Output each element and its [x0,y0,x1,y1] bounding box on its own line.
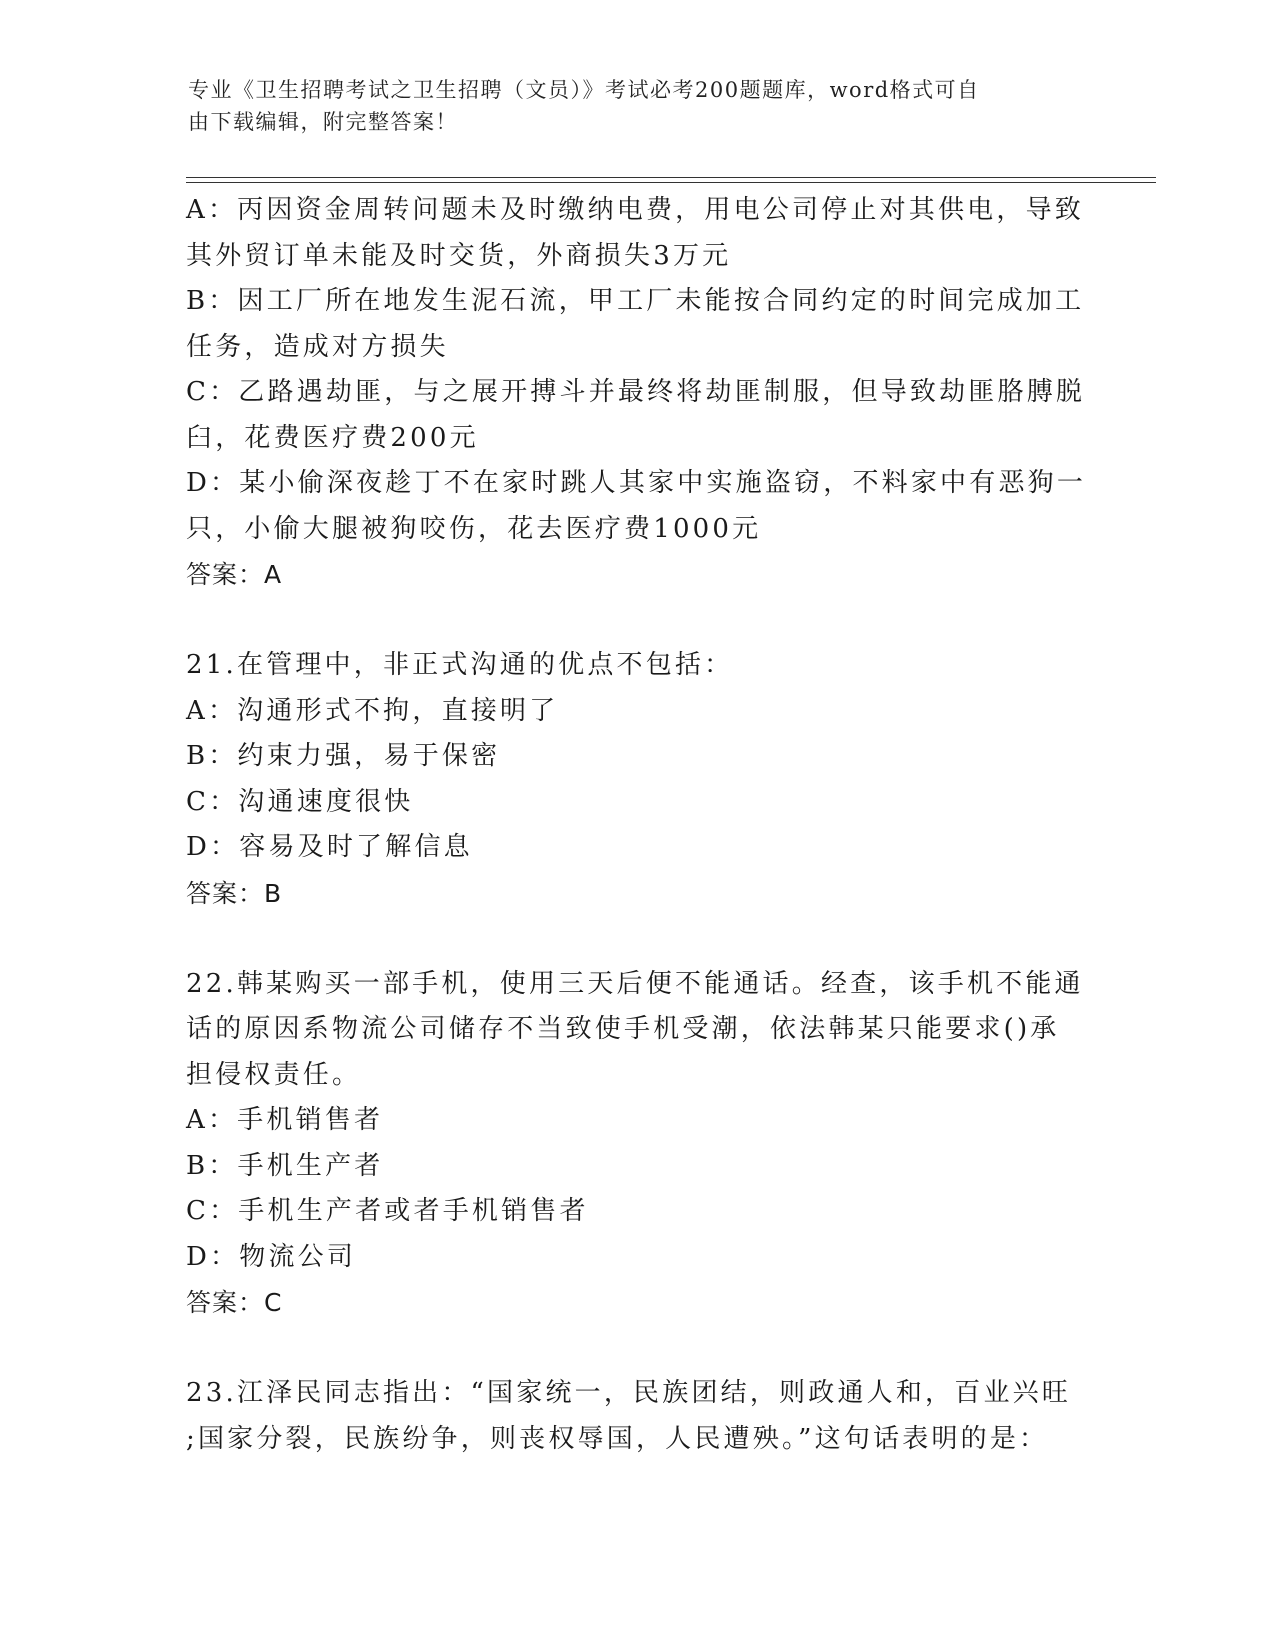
q22-option-c: C：手机生产者或者手机销售者 [186,1196,589,1226]
q22-answer: 答案：C [186,1288,283,1317]
q20-option-c-line-1: C：乙路遇劫匪，与之展开搏斗并最终将劫匪制服，但导致劫匪胳膊脱 [186,377,1086,407]
q23-stem-line-1: 23.江泽民同志指出：“国家统一，民族团结，则政通人和，百业兴旺 [186,1378,1072,1408]
q22-stem-line-1: 22.韩某购买一部手机，使用三天后便不能通话。经查，该手机不能通 [186,968,1084,999]
q21-stem: 21.在管理中，非正式沟通的优点不包括： [186,650,734,680]
q23-stem-line-2: ;国家分裂，民族纷争，则丧权辱国，人民遭殃。”这句话表明的是： [186,1423,1049,1454]
document-header [188,74,1068,138]
q22-option-b: B：手机生产者 [186,1150,384,1181]
q20-option-c-line-2: 臼，花费医疗费200元 [186,422,479,453]
q20-option-b-line-2: 任务，造成对方损失 [186,331,449,362]
q21-answer: 答案：B [186,878,283,908]
question-content [186,188,1086,1462]
header-line-2: 由下载编辑，附完整答案！ [188,110,458,134]
q20-option-d-line-2: 只，小偷大腿被狗咬伤，花去医疗费1000元 [186,513,762,544]
q21-option-a: A：沟通形式不拘，直接明了 [186,695,559,726]
q21-option-c: C：沟通速度很快 [186,786,414,817]
question-21 [186,643,1086,916]
question-spacer [186,598,1086,644]
q22-option-d: D：物流公司 [186,1241,357,1272]
header-line-1: 专业《卫生招聘考试之卫生招聘（文员）》考试必考200题题库，word格式可自 [188,78,980,102]
q20-answer: 答案：A [186,560,283,589]
header-divider-top [186,177,1156,178]
header-divider-bottom [186,182,1156,183]
question-22 [186,962,1086,1326]
q21-option-d: D：容易及时了解信息 [186,832,473,862]
q20-option-d-line-1: D：某小偷深夜趁丁不在家时跳人其家中实施盗窃，不料家中有恶狗一 [186,468,1087,498]
question-20 [186,188,1086,598]
q20-option-b-line-1: B：因工厂所在地发生泥石流，甲工厂未能按合同约定的时间完成加工 [186,286,1085,316]
q20-option-a-line-1: A：丙因资金周转问题未及时缴纳电费，用电公司停止对其供电，导致 [186,195,1084,225]
q21-option-b: B：约束力强，易于保密 [186,741,501,771]
q22-option-a: A：手机销售者 [186,1105,384,1135]
question-23 [186,1371,1086,1462]
q20-option-a-line-2: 其外贸订单未能及时交货，外商损失3万元 [186,240,732,271]
q22-stem-line-2: 话的原因系物流公司储存不当致使手机受潮，依法韩某只能要求()承 [186,1014,1060,1044]
question-spacer [186,1326,1086,1372]
question-spacer [186,916,1086,962]
q22-stem-line-3: 担侵权责任。 [186,1059,362,1090]
